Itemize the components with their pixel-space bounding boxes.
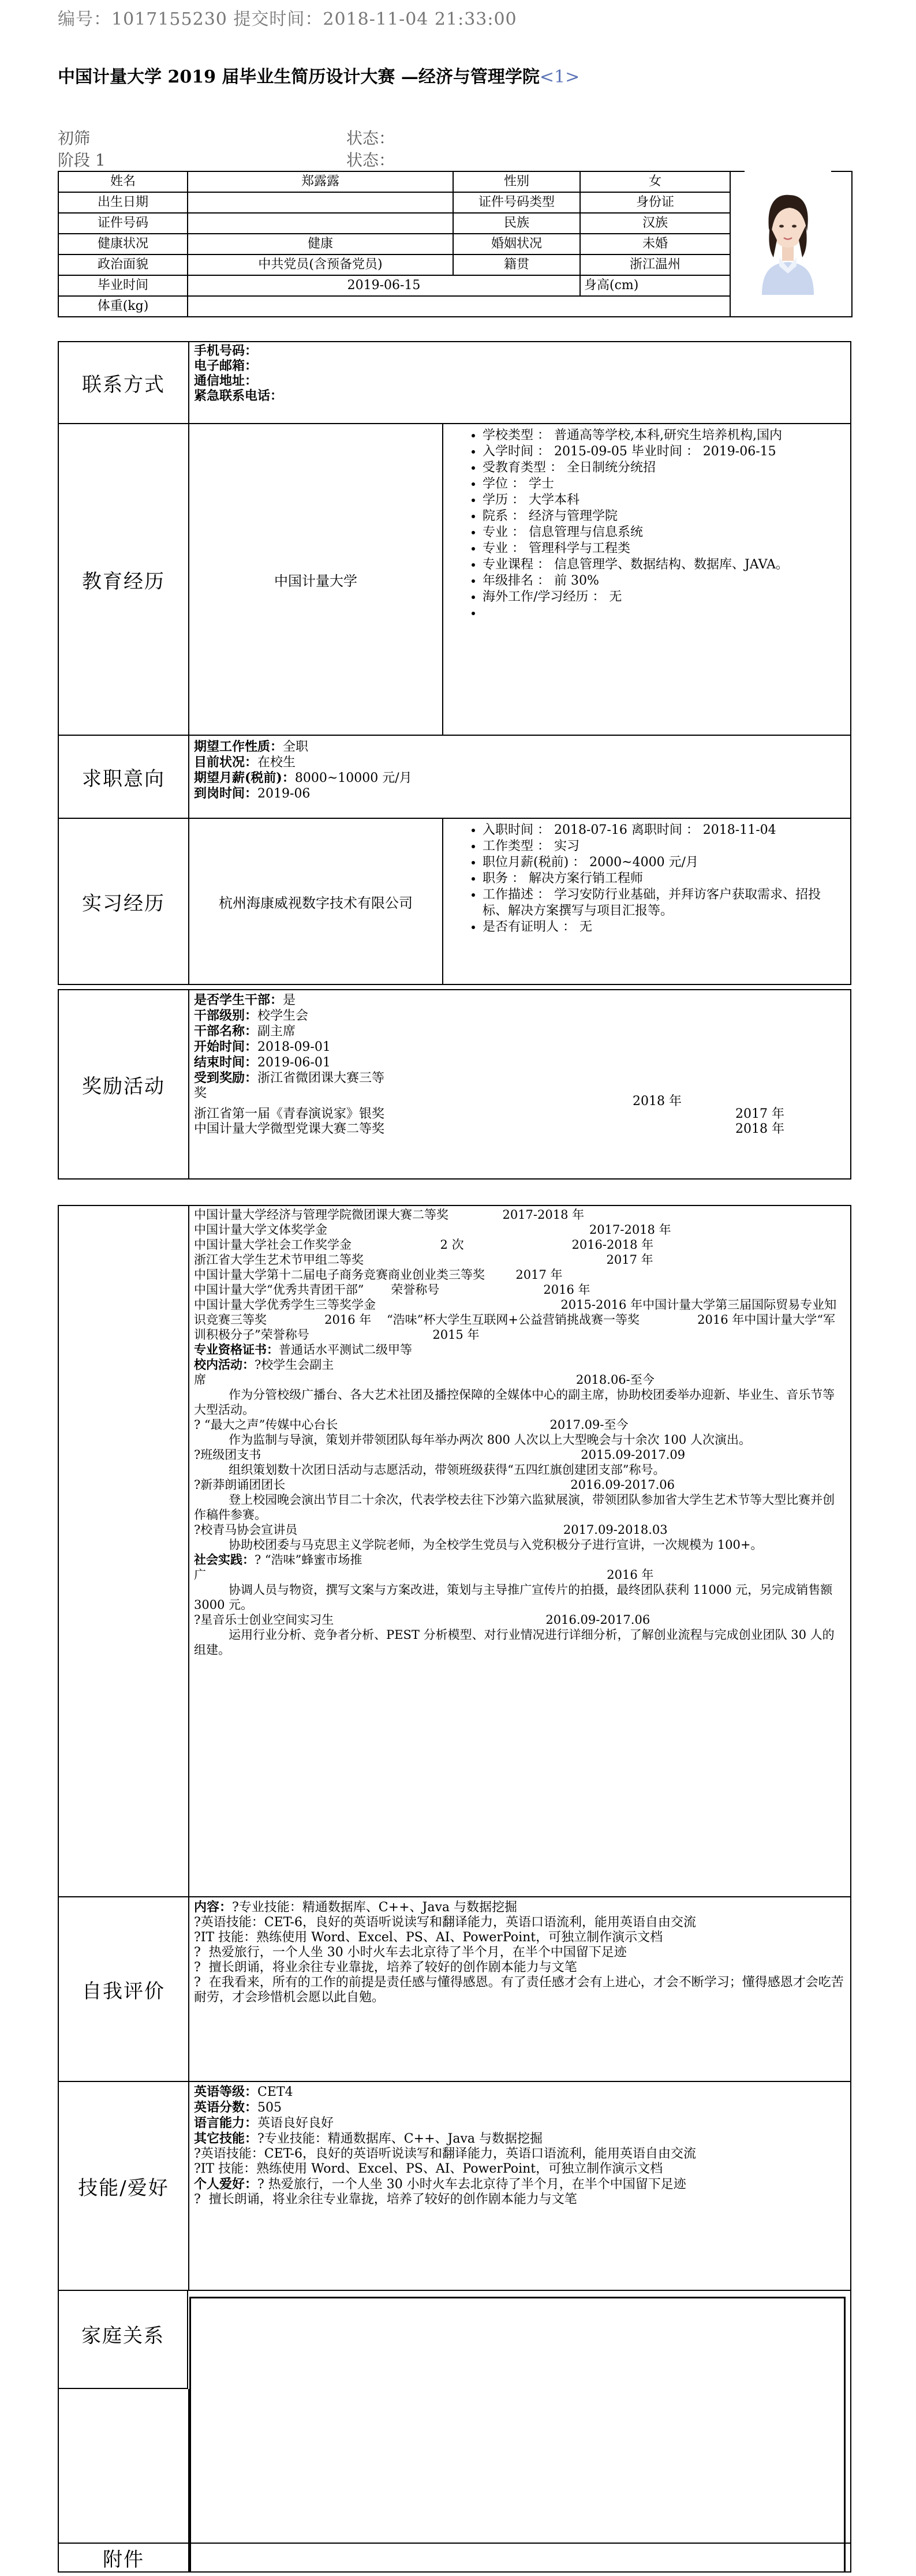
contact-address: 通信地址：: [194, 373, 258, 388]
cert-label: 专业资格证书：: [194, 1342, 279, 1357]
birth-label: 出生日期: [58, 192, 188, 213]
education-section: [58, 423, 851, 736]
award-value: 浙江省微团课大赛三等: [257, 1071, 385, 1085]
end-time-label: 结束时间：: [194, 1055, 258, 1070]
cadre-level-label: 干部级别：: [194, 1008, 258, 1023]
english-score-value: 505: [257, 2101, 282, 2115]
stage-one: [58, 148, 395, 171]
stage-status-label-2: 状态：: [346, 151, 395, 170]
list-item: • 学位 ： 学士: [483, 476, 844, 492]
page-title: [58, 62, 579, 88]
cadre-level-value: 校学生会: [257, 1009, 309, 1023]
job-start-label: 到岗时间：: [194, 786, 258, 801]
stage-first: [58, 126, 395, 149]
award-label: 受到奖励：: [194, 1070, 258, 1085]
skills-text: ?英语技能：CET-6，良好的英语听说读写和翻译能力，英语口语流利，能用英语自由交流 ?IT 技能：熟练使用 Word、Excel、PS、AI、PowerPoint，可独立制作演示文档: [194, 2147, 696, 2176]
attachment-title: 附件: [59, 2544, 189, 2571]
stage-first-label: 初筛: [58, 129, 91, 148]
internship-section: [58, 818, 851, 985]
start-time-value: 2018-09-01: [257, 1040, 331, 1054]
list-item: • 是否有证明人 ： 无: [483, 919, 844, 935]
list-item: • 专业 ： 管理科学与工程类: [483, 541, 844, 557]
birth-value: [188, 192, 453, 213]
list-item: • 学校类型 ： 普通高等学校,本科,研究生培养机构,国内: [483, 428, 844, 444]
list-item: • 工作描述 ： 学习安防行业基础，并拜访客户获取需求、招投标、解决方案撰写与项目汇报等。: [483, 887, 844, 919]
hobby-value: ? 热爱旅行，一个人坐 30 小时火车去北京待了半个月，在半个中国留下足迹: [257, 2177, 686, 2192]
cadre-name-label: 干部名称：: [194, 1024, 258, 1039]
job-salary-label: 期望月薪(税前)：: [194, 770, 295, 785]
contact-section: [58, 341, 851, 424]
job-status-value: 在校生: [257, 755, 296, 770]
self-title: 自我评价: [59, 1897, 189, 2081]
english-level-label: 英语等级：: [194, 2084, 258, 2099]
id-value: [188, 213, 453, 234]
skills-title: 技能/爱好: [59, 2082, 189, 2290]
english-score-label: 英语分数：: [194, 2100, 258, 2115]
self-content-label: 内容：: [194, 1900, 233, 1915]
award-line: 浙江省第一届《青春演说家》银奖: [194, 1107, 385, 1121]
social-label: 社会实践：: [194, 1552, 255, 1567]
cadre-name-value: 副主席: [257, 1024, 296, 1039]
education-school: 中国计量大学: [189, 424, 443, 735]
campus-activities: 席 2018.06-至今 作为分管校级广播台、各大艺术社团及播控保障的全媒体中心的副主席，协助校团委举办迎新、毕业生、音乐节等大型活动。 ? “最大之声”传媒中心台长 2017.09-至今 作为监制与导演，策划并带领团队每年举办两次 800 人次以上大型晚会与十余次 100 人次演出。 ?班级团支书 2015.09-2017.09 组织策划数十次团日活动与志愿活动，带领班级获得“五四红旗创建团支部”称号。 ?新莽朗诵团团长 2016.09-2017.06 登上校园晚会演出节目二十余次，代表学校去往下沙第六监狱展演，带领团队参加省大学生艺术节等大型比赛并创作稿件参赛。 ?校青马协会宣讲员 2017.09-2018.03 协助校团委与马克思主义学院老师，为全校学生党员与入党积极分子进行宣讲，一次规模为 100+。: [194, 1373, 835, 1552]
award-year: 2018 年: [633, 1094, 682, 1109]
weight-value: [188, 296, 730, 317]
marital-value: 未婚: [580, 234, 730, 254]
campus-value: ?校学生会副主: [255, 1358, 334, 1372]
id-type-value: 身份证: [580, 192, 730, 213]
id-label: 证件号码: [58, 213, 188, 234]
award-line: 中国计量大学微型党课大赛二等奖: [194, 1122, 385, 1136]
cadre-label: 是否学生干部：: [194, 993, 283, 1008]
family-title: 家庭关系: [59, 2291, 188, 2389]
english-level-value: CET4: [257, 2085, 293, 2099]
list-item: • 专业课程 ： 信息管理学、数据结构、数据库、JAVA。: [483, 557, 844, 573]
intern-list: [466, 822, 844, 935]
marital-label: 婚姻状况: [453, 234, 580, 254]
other-skills-label: 其它技能：: [194, 2131, 258, 2146]
attachment-content: [189, 2544, 846, 2571]
self-content-text: ?英语技能：CET-6，良好的英语听说读写和翻译能力，英语口语流利，能用英语自由交流 ?IT 技能：熟练使用 Word、Excel、PS、AI、PowerPoint，可独立制作演示文档 ? 热爱旅行，一个人坐 30 小时火车去北京待了半个月，在半个中国留下足迹 ? 擅长朗诵，将业余往专业靠拢，培养了较好的创作剧本能力与文笔 ? 在我看来，所有的工作的前提是责任感与懂得感恩。有了责任感才会有上进心，才会不断学习；懂得感恩才会吃苦耐劳，才会珍惜机会愿以此自勉。: [194, 1915, 844, 2005]
awards-list: 中国计量大学经济与管理学院微团课大赛二等奖 2017-2018 年 中国计量大学文体奖学金 2017-2018 年 中国计量大学社会工作奖学金 2 次 2016-2018 年 浙江省大学生艺术节甲组二等奖 2017 年 中国计量大学第十二届电子商务竞赛商业创业类三等奖 2017 年 中国计量大学“优秀共青团干部” 荣誉称号 2016 年 中国计量大学优秀学生三等奖学金 2015-2016 年中国计量大学第三届国际贸易专业知识竞赛三等奖 2016 年 “浩味”杯大学生互联网+公益营销挑战赛一等奖 2016 年中国计量大学“军训积极分子”荣誉称号 2015 年: [194, 1208, 837, 1342]
campus-label: 校内活动：: [194, 1357, 255, 1372]
id-type-label: 证件号码类型: [453, 192, 580, 213]
contact-phone: 手机号码：: [194, 343, 258, 358]
list-item: • 受教育类型 ： 全日制统分统招: [483, 460, 844, 476]
list-item: • 职务 ： 解决方案行销工程师: [483, 871, 844, 887]
award-line: 奖: [194, 1086, 207, 1100]
self-content-first: ?专业技能：精通数据库、C++、Java 与数据挖掘: [232, 1900, 517, 1915]
list-item: • 入职时间 ： 2018-07-16 离职时间 ： 2018-11-04: [483, 822, 844, 838]
name-value: 郑露露: [188, 171, 453, 192]
contact-emergency: 紧急联系电话：: [194, 388, 283, 403]
job-type-label: 期望工作性质：: [194, 739, 283, 754]
list-item: • 专业 ： 信息管理与信息系统: [483, 525, 844, 541]
list-item: • 职位月薪(税前) ： 2000~4000 元/月: [483, 855, 844, 871]
intern-company: 杭州海康威视数字技术有限公司: [189, 819, 443, 984]
origin-value: 浙江温州: [580, 254, 730, 275]
basic-info-table: [58, 171, 853, 317]
other-skills-value: ?专业技能：精通数据库、C++、Java 与数据挖掘: [257, 2132, 543, 2146]
list-item: • 年级排名 ： 前 30%: [483, 573, 844, 589]
health-label: 健康状况: [58, 234, 188, 254]
list-item: • 学历 ： 大学本科: [483, 492, 844, 508]
job-salary-value: 8000~10000 元/月: [294, 771, 412, 785]
list-item: [483, 605, 844, 621]
job-title: 求职意向: [59, 736, 189, 818]
stage-one-label: 阶段 1: [58, 151, 106, 170]
hobby-label: 个人爱好：: [194, 2177, 258, 2192]
awards-title: 奖励活动: [59, 990, 189, 1178]
hobby-text: ? 擅长朗诵，将业余往专业靠拢，培养了较好的创作剧本能力与文笔: [194, 2192, 577, 2207]
stage-status-label: 状态：: [346, 129, 395, 148]
job-start-value: 2019-06: [257, 787, 311, 801]
list-item: • 院系 ： 经济与管理学院: [483, 508, 844, 525]
job-intention-section: [58, 735, 851, 819]
avatar: [745, 171, 831, 295]
end-time-value: 2019-06-01: [257, 1055, 331, 1070]
ethnic-label: 民族: [453, 213, 580, 234]
gender-label: 性别: [453, 171, 580, 192]
gender-value: 女: [580, 171, 730, 192]
politics-value: 中共党员(含预备党员): [188, 254, 453, 275]
ethnic-value: 汉族: [580, 213, 730, 234]
origin-label: 籍贯: [453, 254, 580, 275]
skills-section: [58, 2081, 851, 2291]
politics-label: 政治面貌: [58, 254, 188, 275]
health-value: 健康: [188, 234, 453, 254]
social-practice: 广 2016 年 协调人员与物资，撰写文案与方案改进，策划与主导推广宣传片的拍摄，最终团队获利 11000 元，另完成销售额 3000 元。 ?星音乐士创业空间实习生 2016.09-2017.06 运用行业分析、竞争者分析、PEST 分析模型、对行业情况进行详细分析，了解创业流程与完成创业团队 30 人的组建。: [194, 1568, 835, 1657]
job-status-label: 目前状况：: [194, 755, 258, 770]
list-item: • 海外工作/学习经历 ： 无: [483, 589, 844, 605]
grad-value: 2019-06-15: [188, 275, 580, 296]
awards-section: [58, 989, 851, 1180]
title-main: 中国计量大学 2019 届毕业生简历设计大赛 —经济与管理学院: [58, 67, 540, 87]
self-evaluation-section: [58, 1896, 851, 2082]
name-label: 姓名: [58, 171, 188, 192]
cert-value: 普通话水平测试二级甲等: [279, 1343, 412, 1357]
contact-title: 联系方式: [59, 342, 189, 423]
social-value: ? “浩味”蜂蜜市场推: [255, 1553, 362, 1567]
awards-continued-section: [58, 1205, 851, 1897]
contact-email: 电子邮箱：: [194, 358, 258, 373]
education-title: 教育经历: [59, 424, 189, 735]
list-item: • 入学时间 ： 2015-09-05 毕业时间 ： 2019-06-15: [483, 444, 844, 460]
family-section: [58, 2290, 851, 2544]
language-label: 语言能力：: [194, 2116, 258, 2131]
grad-label: 毕业时间: [58, 275, 188, 296]
award-year: 2018 年: [735, 1122, 784, 1136]
award-year: 2017 年: [735, 1107, 784, 1121]
family-label-lower: [59, 2389, 189, 2544]
awards-continued-label: [59, 1206, 189, 1896]
submission-meta: 编号：1017155230 提交时间：2018-11-04 21:33:00: [58, 9, 517, 29]
intern-title: 实习经历: [59, 819, 189, 984]
cadre-value: 是: [283, 993, 296, 1008]
family-content-box: [189, 2297, 846, 2544]
height-label: 身高(cm): [580, 275, 730, 296]
weight-label: 体重(kg): [58, 296, 188, 317]
job-type-value: 全职: [283, 740, 309, 754]
attachment-section: [58, 2543, 851, 2573]
language-value: 英语良好良好: [257, 2116, 334, 2131]
start-time-label: 开始时间：: [194, 1039, 258, 1054]
title-number: <1>: [539, 67, 580, 87]
list-item: • 工作类型 ： 实习: [483, 838, 844, 855]
education-list: [466, 428, 844, 621]
table-row: [58, 171, 852, 192]
